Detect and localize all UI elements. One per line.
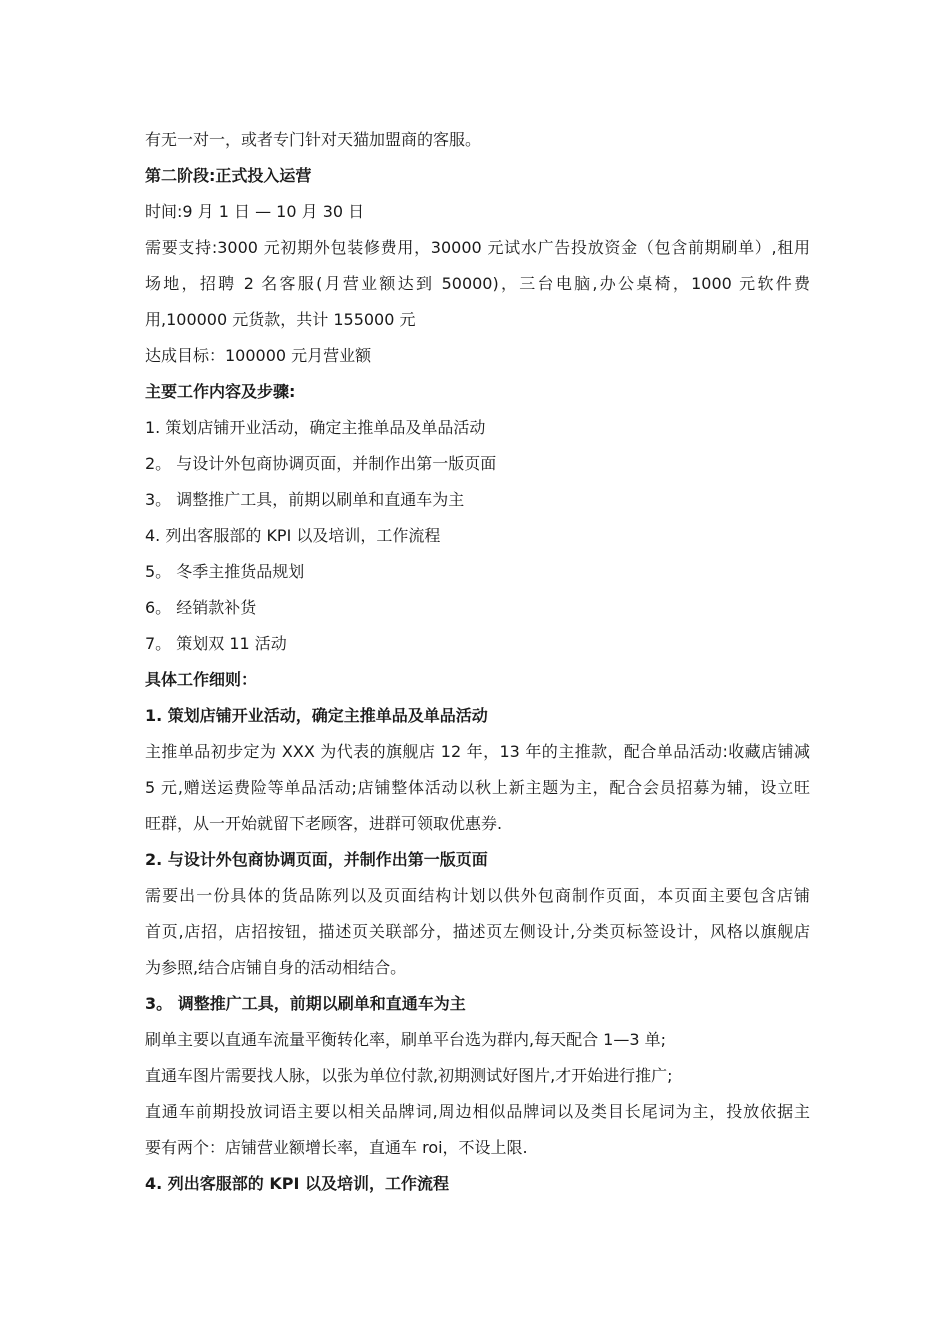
section-heading: 具体工作细则： — [145, 670, 258, 689]
body-paragraph: 时间:9 月 1 日 — 10 月 30 日 — [145, 202, 365, 221]
subsection-heading: 2. 与设计外包商协调页面，并制作出第一版页面 — [145, 850, 488, 869]
body-paragraph: 直通车前期投放词语主要以相关品牌词,周边相似品牌词以及类目长尾词为主，投放依据主 — [145, 1102, 810, 1121]
body-paragraph: 5 元,赠送运费险等单品活动;店铺整体活动以秋上新主题为主，配合会员招募为辅，设立旺 — [145, 778, 810, 797]
subsection-heading: 4. 列出客服部的 KPI 以及培训，工作流程 — [145, 1174, 450, 1193]
body-paragraph: 场地，招聘 2 名客服(月营业额达到 50000)，三台电脑,办公桌椅，1000 元软件费 — [145, 274, 810, 293]
body-paragraph: 主推单品初步定为 XXX 为代表的旗舰店 12 年，13 年的主推款，配合单品活动:收藏店铺减 — [145, 742, 810, 761]
body-paragraph: 用,100000 元货款，共计 155000 元 — [145, 310, 416, 329]
document-body — [145, 122, 810, 1202]
body-paragraph: 首页,店招，店招按钮，描述页关联部分，描述页左侧设计,分类页标签设计，风格以旗舰店 — [145, 922, 810, 941]
body-paragraph: 为参照,结合店铺自身的活动相结合。 — [145, 958, 407, 977]
list-item: 2。 与设计外包商协调页面，并制作出第一版页面 — [145, 454, 497, 473]
body-paragraph: 需要支持:3000 元初期外包装修费用，30000 元试水广告投放资金（包含前期刷单）,租用 — [145, 238, 810, 257]
body-paragraph: 需要出一份具体的货品陈列以及页面结构计划以供外包商制作页面，本页面主要包含店铺 — [145, 886, 810, 905]
list-item: 4. 列出客服部的 KPI 以及培训，工作流程 — [145, 526, 441, 545]
list-item: 7。 策划双 11 活动 — [145, 634, 287, 653]
body-paragraph: 达成目标：100000 元月营业额 — [145, 346, 372, 365]
body-paragraph: 有无一对一，或者专门针对天猫加盟商的客服。 — [145, 130, 482, 149]
body-paragraph: 要有两个：店铺营业额增长率，直通车 roi，不设上限. — [145, 1138, 528, 1157]
list-item: 1. 策划店铺开业活动，确定主推单品及单品活动 — [145, 418, 486, 437]
body-paragraph: 旺群，从一开始就留下老顾客，进群可领取优惠券. — [145, 814, 503, 833]
list-item: 6。 经销款补货 — [145, 598, 257, 617]
subsection-heading: 1. 策划店铺开业活动，确定主推单品及单品活动 — [145, 706, 488, 725]
body-paragraph: 刷单主要以直通车流量平衡转化率，刷单平台选为群内,每天配合 1—3 单; — [145, 1030, 667, 1049]
subsection-heading: 3。 调整推广工具，前期以刷单和直通车为主 — [145, 994, 466, 1013]
section-heading: 第二阶段:正式投入运营 — [145, 166, 312, 185]
list-item: 5。 冬季主推货品规划 — [145, 562, 305, 581]
section-heading: 主要工作内容及步骤: — [145, 382, 296, 401]
body-paragraph: 直通车图片需要找人脉，以张为单位付款,初期测试好图片,才开始进行推广; — [145, 1066, 673, 1085]
list-item: 3。 调整推广工具，前期以刷单和直通车为主 — [145, 490, 465, 509]
